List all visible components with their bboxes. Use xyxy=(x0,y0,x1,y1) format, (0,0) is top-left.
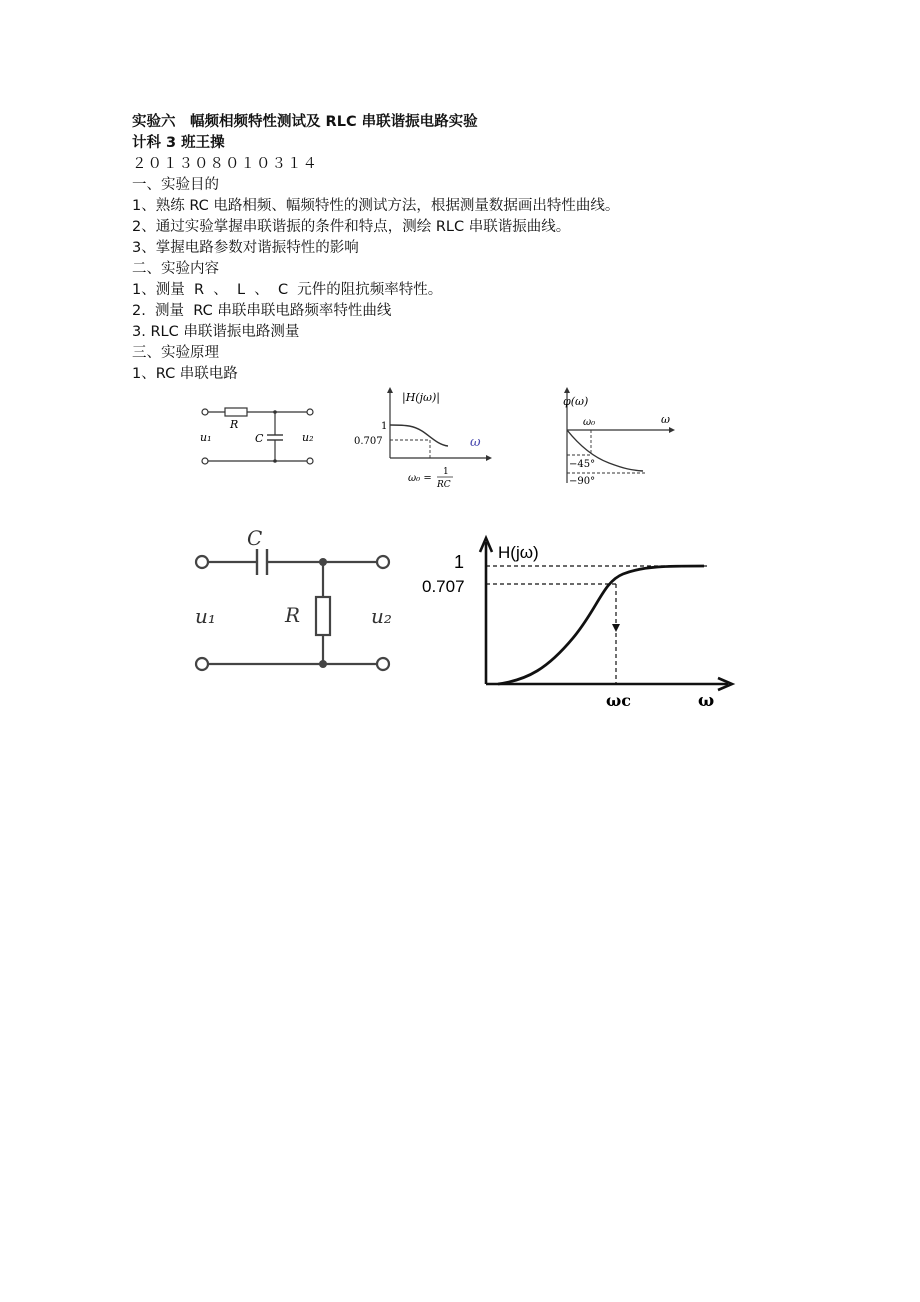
y-axis-label: H(jω) xyxy=(498,543,539,562)
purpose-item: 1、熟练 RC 电路相频、幅频特性的测试方法，根据测量数据画出特性曲线。 xyxy=(132,198,620,214)
resistor-label: R xyxy=(230,418,239,431)
content-item: 1、测量 R 、 L 、 C 元件的阻抗频率特性。 xyxy=(132,282,443,298)
purpose-item: 3、掌握电路参数对谐振特性的影响 xyxy=(132,240,359,256)
author-line: 计科 3 班王操 xyxy=(132,135,225,151)
capacitor-label: C xyxy=(247,526,263,550)
content-item: 2. 测量 RC 串联串联电路频率特性曲线 xyxy=(132,303,392,319)
resistor-symbol xyxy=(225,408,247,416)
y-axis-label: φ(ω) xyxy=(563,395,589,408)
doc-title: 实验六 幅频相频特性测试及 RLC 串联谐振电路实验 xyxy=(132,114,478,130)
y-axis-label: |H(jω)| xyxy=(402,391,440,404)
purpose-item: 2、通过实验掌握串联谐振的条件和特点，测绘 RLC 串联谐振曲线。 xyxy=(132,219,571,235)
x-axis-label: ω xyxy=(661,413,670,426)
lowpass-phase-plot xyxy=(535,383,685,495)
x-axis-label: ω xyxy=(698,691,715,711)
output-voltage-label: u₂ xyxy=(371,604,392,628)
output-voltage-label: u₂ xyxy=(302,431,314,444)
tick-minus45: −45° xyxy=(569,459,596,470)
highpass-magnitude-plot xyxy=(418,528,763,716)
input-voltage-label: u₁ xyxy=(200,431,212,444)
tick-minus90: −90° xyxy=(569,476,596,487)
student-id: ２０１３０８０１０３１４ xyxy=(132,156,318,172)
cutoff-label: ωc xyxy=(606,691,631,710)
rc-lowpass-circuit-diagram xyxy=(185,385,335,495)
input-voltage-label: u₁ xyxy=(195,604,216,628)
lowpass-magnitude-plot xyxy=(350,383,515,495)
cutoff-label: ω₀ = xyxy=(408,473,432,484)
tick-0707: 0.707 xyxy=(354,436,383,447)
rc-highpass-circuit-diagram xyxy=(185,525,405,695)
x-axis-label: ω xyxy=(470,435,481,450)
section-3-heading: 三、实验原理 xyxy=(132,345,219,361)
section-2-heading: 二、实验内容 xyxy=(132,261,219,277)
cutoff-label: ω₀ xyxy=(583,417,596,428)
resistor-symbol xyxy=(316,597,330,635)
tick-0707: 0.707 xyxy=(422,577,465,596)
resistor-label: R xyxy=(285,603,301,627)
fraction-denominator: RC xyxy=(437,480,451,490)
capacitor-label: C xyxy=(255,432,264,445)
tick-one: 1 xyxy=(454,552,465,572)
magnitude-curve xyxy=(390,425,448,446)
section-1-heading: 一、实验目的 xyxy=(132,177,219,193)
fraction-numerator: 1 xyxy=(443,467,449,477)
tick-one: 1 xyxy=(381,421,388,432)
subsection-rc: 1、RC 串联电路 xyxy=(132,366,238,382)
content-item: 3. RLC 串联谐振电路测量 xyxy=(132,324,300,340)
